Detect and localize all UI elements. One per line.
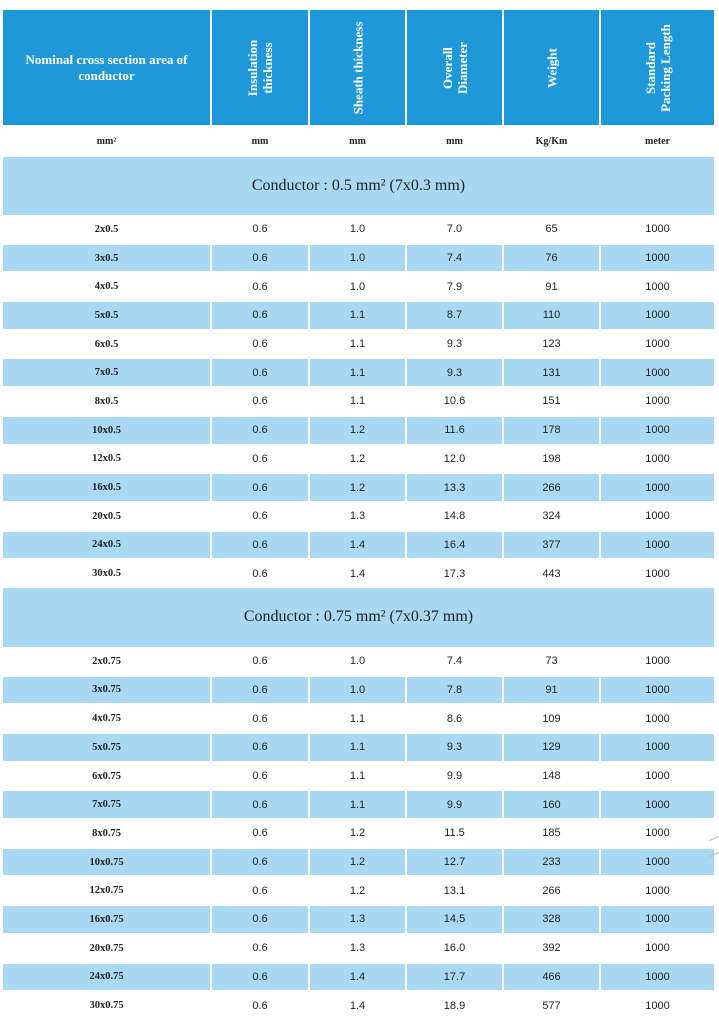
table-row xyxy=(0,244,719,273)
header-weight xyxy=(504,10,599,125)
cell-value: 233 xyxy=(504,849,599,876)
cell-value: 9.3 xyxy=(407,359,502,386)
cell-value: 9.9 xyxy=(446,770,463,783)
header-nominal-cross-section xyxy=(3,10,210,125)
header-sheath-thickness xyxy=(310,10,405,125)
cell-value: 1.3 xyxy=(349,510,366,523)
cell-value: 1000 xyxy=(601,964,714,991)
cell-value: 198 xyxy=(542,452,561,465)
cell-value: 1000 xyxy=(601,474,714,501)
cell-size: 12x0.5 xyxy=(92,453,121,465)
table-row xyxy=(0,905,719,934)
header-standard-packing-length xyxy=(601,10,714,125)
cell-value: 0.6 xyxy=(212,302,308,329)
section-heading: Conductor : 0.75 mm² (7x0.37 mm) xyxy=(3,588,714,647)
cell-value: 1000 xyxy=(645,827,670,840)
table-row xyxy=(0,790,719,819)
cell-value: 1.1 xyxy=(349,338,366,351)
cell-value: 13.3 xyxy=(407,474,502,501)
cell-value: 324 xyxy=(542,510,561,523)
cell-value: 1000 xyxy=(601,532,714,559)
header-col3-line2: Diameter xyxy=(454,41,470,94)
cell-value: 13.1 xyxy=(443,884,466,897)
cell-value: 9.9 xyxy=(407,791,502,818)
cell-size: 16x0.5 xyxy=(3,474,210,501)
cell-value: 73 xyxy=(545,655,558,668)
cell-value: 0.6 xyxy=(252,338,268,351)
cell-value: 131 xyxy=(504,359,599,386)
cell-value: 1000 xyxy=(601,849,714,876)
cell-value: 1000 xyxy=(645,884,670,897)
cell-size: 2x0.75 xyxy=(92,655,121,667)
cell-value: 11.5 xyxy=(444,827,465,840)
units-row xyxy=(0,126,719,156)
cell-value: 1000 xyxy=(645,395,670,408)
unit-cross-section: mm² xyxy=(96,135,117,147)
table-row xyxy=(0,502,719,531)
cell-value: 65 xyxy=(545,223,558,236)
cell-value: 377 xyxy=(504,532,599,559)
cell-size: 3x0.5 xyxy=(3,245,210,272)
cell-value: 12.7 xyxy=(407,849,502,876)
table-row xyxy=(0,934,719,963)
cell-value: 1.3 xyxy=(310,906,405,933)
header-col5-line2: Packing Length xyxy=(657,23,673,112)
cell-value: 91 xyxy=(545,280,558,293)
cell-value: 129 xyxy=(504,734,599,761)
cell-size: 24x0.75 xyxy=(3,964,210,991)
cell-value: 110 xyxy=(504,302,599,329)
cell-value: 0.6 xyxy=(252,452,268,465)
cell-value: 1000 xyxy=(601,417,714,444)
cell-value: 0.6 xyxy=(252,770,268,783)
header-col3-line1: Overall xyxy=(439,46,455,89)
cell-value: 1.1 xyxy=(310,734,405,761)
cell-value: 1.2 xyxy=(349,884,366,897)
table-row xyxy=(0,876,719,905)
cell-value: 1000 xyxy=(645,567,670,580)
cell-value: 0.6 xyxy=(252,395,268,408)
cell-value: 16.0 xyxy=(443,942,466,955)
cell-value: 7.0 xyxy=(446,223,463,236)
cell-value: 1000 xyxy=(645,770,670,783)
table-row xyxy=(0,819,719,848)
cell-value: 1000 xyxy=(601,677,714,704)
cell-value: 1000 xyxy=(645,712,670,725)
cell-size: 2x0.5 xyxy=(94,223,119,235)
table-body xyxy=(0,157,719,1020)
cell-value: 1000 xyxy=(645,452,670,465)
cell-value: 12.0 xyxy=(443,452,466,465)
table-row xyxy=(0,559,719,588)
cell-value: 16.4 xyxy=(407,532,502,559)
table-row xyxy=(0,387,719,416)
cell-value: 1.1 xyxy=(349,712,366,725)
cell-value: 1.4 xyxy=(349,567,366,580)
table-row xyxy=(0,676,719,705)
cell-value: 0.6 xyxy=(212,359,308,386)
header-overall-diameter xyxy=(407,10,502,125)
cell-size: 30x0.5 xyxy=(92,568,121,580)
cell-size: 10x0.5 xyxy=(3,417,210,444)
cell-value: 1.0 xyxy=(349,655,366,668)
cell-value: 0.6 xyxy=(252,280,268,293)
cell-value: 328 xyxy=(504,906,599,933)
table-row xyxy=(0,762,719,791)
table-row xyxy=(0,704,719,733)
table-row xyxy=(0,358,719,387)
cell-value: 0.6 xyxy=(212,677,308,704)
table-row xyxy=(0,416,719,445)
cell-value: 160 xyxy=(504,791,599,818)
cell-size: 10x0.75 xyxy=(3,849,210,876)
cell-value: 443 xyxy=(542,567,561,580)
cell-value: 0.6 xyxy=(212,417,308,444)
cell-value: 0.6 xyxy=(252,827,268,840)
cell-value: 1.0 xyxy=(349,223,366,236)
cell-value: 0.6 xyxy=(252,655,268,668)
header-col5-line1: Standard xyxy=(642,41,658,94)
cell-value: 1000 xyxy=(645,655,670,668)
cell-size: 8x0.5 xyxy=(94,395,119,407)
cell-value: 1000 xyxy=(601,245,714,272)
cell-size: 7x0.5 xyxy=(3,359,210,386)
unit-packing-length: meter xyxy=(645,135,670,147)
cell-size: 16x0.75 xyxy=(3,906,210,933)
cell-size: 20x0.75 xyxy=(89,942,124,954)
cell-size: 5x0.5 xyxy=(3,302,210,329)
cell-value: 0.6 xyxy=(252,567,268,580)
cell-value: 11.6 xyxy=(407,417,502,444)
cell-size: 24x0.5 xyxy=(3,532,210,559)
cell-value: 1000 xyxy=(601,906,714,933)
cell-value: 1.2 xyxy=(310,849,405,876)
table-row xyxy=(0,215,719,244)
cell-value: 466 xyxy=(504,964,599,991)
cell-value: 1.4 xyxy=(310,532,405,559)
table-row xyxy=(0,991,719,1020)
cell-value: 8.7 xyxy=(407,302,502,329)
cell-size: 30x0.75 xyxy=(89,1000,124,1012)
cell-value: 0.6 xyxy=(212,791,308,818)
cell-value: 7.9 xyxy=(446,280,463,293)
cell-value: 0.6 xyxy=(252,884,268,897)
table-row xyxy=(0,531,719,560)
cell-value: 1000 xyxy=(601,791,714,818)
cell-value: 18.9 xyxy=(443,999,466,1012)
table-row xyxy=(0,301,719,330)
cell-value: 0.6 xyxy=(252,942,268,955)
cell-value: 1.2 xyxy=(349,827,366,840)
cell-value: 1.2 xyxy=(349,452,366,465)
cell-value: 1000 xyxy=(601,734,714,761)
cell-value: 0.6 xyxy=(212,849,308,876)
cell-value: 1.0 xyxy=(310,677,405,704)
cell-value: 17.7 xyxy=(407,964,502,991)
table-row xyxy=(0,473,719,502)
cell-value: 1000 xyxy=(645,223,670,236)
cell-value: 0.6 xyxy=(252,712,268,725)
cell-value: 266 xyxy=(542,884,561,897)
cell-size: 7x0.75 xyxy=(3,791,210,818)
cell-value: 1.1 xyxy=(310,359,405,386)
cell-value: 1.0 xyxy=(349,280,366,293)
unit-weight: Kg/Km xyxy=(535,135,568,147)
cell-size: 4x0.5 xyxy=(94,281,119,293)
table-row xyxy=(0,848,719,877)
cell-value: 1.2 xyxy=(310,417,405,444)
cell-value: 1.1 xyxy=(349,395,366,408)
cell-value: 1000 xyxy=(645,510,670,523)
cell-value: 0.6 xyxy=(212,474,308,501)
header-col1-line1: Insulation xyxy=(245,39,260,96)
cell-value: 1.1 xyxy=(349,770,366,783)
cell-value: 0.6 xyxy=(252,223,268,236)
cell-value: 1.2 xyxy=(310,474,405,501)
cell-value: 9.3 xyxy=(407,734,502,761)
cell-size: 4x0.75 xyxy=(92,713,121,725)
table-row xyxy=(0,272,719,301)
unit-diameter: mm xyxy=(446,135,463,147)
cell-value: 1.1 xyxy=(310,302,405,329)
cell-value: 0.6 xyxy=(252,999,268,1012)
cell-value: 1000 xyxy=(645,338,670,351)
cell-value: 1000 xyxy=(645,942,670,955)
cell-value: 1000 xyxy=(645,999,670,1012)
cell-value: 1.3 xyxy=(349,942,366,955)
cell-value: 1.1 xyxy=(310,791,405,818)
cell-value: 76 xyxy=(504,245,599,272)
cell-value: 17.3 xyxy=(443,567,466,580)
cell-value: 0.6 xyxy=(212,906,308,933)
cropped-heading-fragment xyxy=(246,0,306,5)
cell-size: 12x0.75 xyxy=(89,885,124,897)
cell-value: 0.6 xyxy=(212,734,308,761)
cell-value: 0.6 xyxy=(252,510,268,523)
cell-value: 9.3 xyxy=(446,338,463,351)
table-row xyxy=(0,963,719,992)
cell-value: 14.8 xyxy=(443,510,466,523)
table-row xyxy=(0,647,719,676)
unit-insulation: mm xyxy=(251,135,269,147)
cell-size: 5x0.75 xyxy=(3,734,210,761)
cell-value: 392 xyxy=(542,942,561,955)
cell-value: 178 xyxy=(504,417,599,444)
cell-value: 14.5 xyxy=(407,906,502,933)
cell-value: 266 xyxy=(504,474,599,501)
table-row xyxy=(0,733,719,762)
cell-value: 0.6 xyxy=(212,964,308,991)
cell-value: 185 xyxy=(542,827,561,840)
cell-size: 3x0.75 xyxy=(3,677,210,704)
cell-value: 1000 xyxy=(601,302,714,329)
cell-value: 109 xyxy=(542,712,561,725)
cell-value: 7.4 xyxy=(407,245,502,272)
cell-value: 1000 xyxy=(645,280,670,293)
cell-size: 6x0.5 xyxy=(94,338,119,350)
cell-value: 1000 xyxy=(601,359,714,386)
cell-value: 10.6 xyxy=(443,395,466,408)
cell-value: 1.4 xyxy=(349,999,366,1012)
cell-size: 6x0.75 xyxy=(92,770,121,782)
cell-value: 8.6 xyxy=(446,712,463,725)
cell-value: 91 xyxy=(504,677,599,704)
cell-value: 123 xyxy=(542,338,561,351)
unit-sheath: mm xyxy=(349,135,366,147)
header-col4-line1: Weight xyxy=(544,47,559,88)
cell-value: 151 xyxy=(542,395,561,408)
header-insulation-thickness xyxy=(212,10,308,125)
cell-value: 7.8 xyxy=(407,677,502,704)
cell-value: 577 xyxy=(542,999,561,1012)
cell-value: 0.6 xyxy=(212,532,308,559)
table-row xyxy=(0,330,719,359)
cell-value: 0.6 xyxy=(212,245,308,272)
section-heading: Conductor : 0.5 mm² (7x0.3 mm) xyxy=(3,157,714,215)
cell-value: 148 xyxy=(542,770,561,783)
cell-size: 20x0.5 xyxy=(92,510,121,522)
cell-value: 1.4 xyxy=(310,964,405,991)
header-col0-label: Nominal cross section area of conductor xyxy=(25,51,188,83)
table-row xyxy=(0,445,719,474)
header-col2-line1: Sheath thickness xyxy=(350,21,365,114)
header-col1-line2: thickness xyxy=(260,41,275,94)
cell-size: 8x0.75 xyxy=(92,827,121,839)
cell-value: 1.0 xyxy=(310,245,405,272)
cell-value: 7.4 xyxy=(446,655,463,668)
